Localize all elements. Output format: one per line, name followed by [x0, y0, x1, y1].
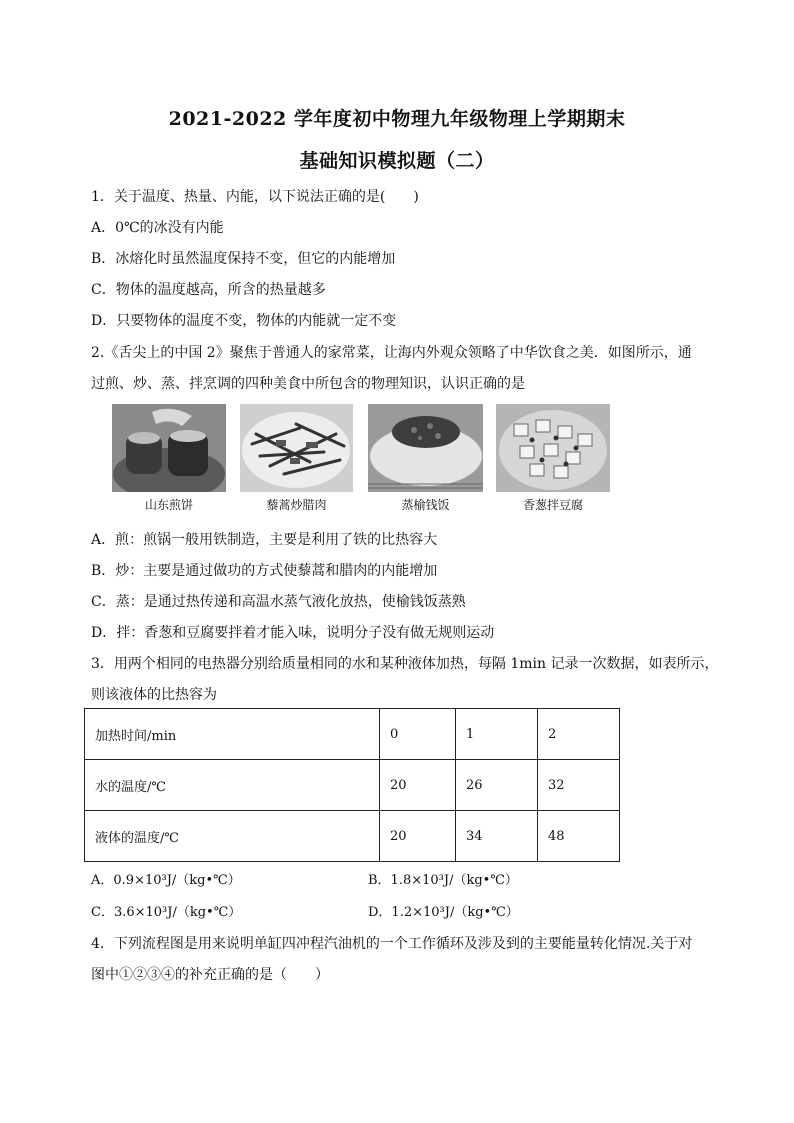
q4-stem-line1: 4．下列流程图是用来说明单缸四冲程汽油机的一个工作循环及涉及到的主要能量转化情况.关于对: [91, 936, 693, 952]
table-cell: 32: [538, 760, 620, 811]
caption-tofu-scallion: 香葱拌豆腐: [522, 498, 583, 512]
q2-option-b: B．炒：主要是通过做功的方式使藜蒿和腊肉的内能增加: [91, 563, 438, 579]
table-cell: 2: [538, 709, 620, 760]
table-cell: 液体的温度/℃: [85, 811, 380, 862]
table-cell: 水的温度/℃: [85, 760, 380, 811]
q2-stem-line2: 过煎、炒、蒸、拌烹调的四种美食中所包含的物理知识，认识正确的是: [91, 376, 525, 392]
q2-option-d: D．拌：香葱和豆腐要拌着才能入味，说明分子没有做无规则运动: [91, 625, 495, 641]
q1-option-a: A．0℃的冰没有内能: [91, 220, 224, 236]
caption-artemisia-bacon: 藜蒿炒腊肉: [266, 498, 327, 512]
q2-food-figure: [112, 404, 612, 516]
table-row: [85, 709, 620, 760]
table-row: [85, 760, 620, 811]
q3-stem-line2: 则该液体的比热容为: [91, 687, 217, 703]
caption-elm-seed-rice: 蒸榆钱饭: [401, 498, 450, 512]
q3-data-table: [84, 708, 620, 862]
q3-stem-line1: 3．用两个相同的电热器分别给质量相同的水和某种液体加热，每隔 1min 记录一次数据，如表所示，: [91, 656, 719, 672]
table-cell: 26: [456, 760, 538, 811]
elm-seed-rice-photo: [368, 404, 483, 492]
q1-option-d: D．只要物体的温度不变，物体的内能就一定不变: [91, 313, 397, 329]
table-cell: 1: [456, 709, 538, 760]
table-cell: 34: [456, 811, 538, 862]
q1-stem: 1．关于温度、热量、内能，以下说法正确的是( ): [91, 189, 419, 205]
tofu-scallion-photo: [496, 404, 610, 492]
caption-jianbing: 山东煎饼: [144, 498, 193, 512]
q2-stem-line1: 2.《舌尖上的中国 2》聚焦于普通人的家常菜，让海内外观众领略了中华饮食之美．如图所示，通: [91, 345, 692, 361]
table-cell: 48: [538, 811, 620, 862]
table-cell: 20: [380, 760, 456, 811]
q3-option-c: C．3.6×10³J/（kg•℃）: [91, 905, 242, 920]
jianbing-photo: [112, 404, 226, 492]
table-cell: 加热时间/min: [85, 709, 380, 760]
q3-option-b: B．1.8×10³J/（kg•℃）: [368, 873, 518, 888]
artemisia-bacon-photo: [240, 404, 353, 492]
doc-title-line2: 基础知识模拟题（二）: [299, 150, 495, 172]
q4-stem-line2: 图中①②③④的补充正确的是（ ）: [91, 967, 329, 983]
q3-option-d: D．1.2×10³J/（kg•℃）: [368, 905, 519, 920]
q2-option-c: C．蒸：是通过热传递和高温水蒸气液化放热，使榆钱饭蒸熟: [91, 594, 466, 610]
table-cell: 20: [380, 811, 456, 862]
q3-option-a: A．0.9×10³J/（kg•℃）: [91, 873, 241, 888]
table-cell: 0: [380, 709, 456, 760]
doc-title-line1: 2021-2022 学年度初中物理九年级物理上学期期末: [168, 108, 626, 130]
q1-option-c: C．物体的温度越高，所含的热量越多: [91, 282, 326, 298]
table-row: [85, 811, 620, 862]
q1-option-b: B．冰熔化时虽然温度保持不变，但它的内能增加: [91, 251, 396, 267]
q2-option-a: A．煎：煎锅一般用铁制造，主要是利用了铁的比热容大: [91, 532, 438, 548]
